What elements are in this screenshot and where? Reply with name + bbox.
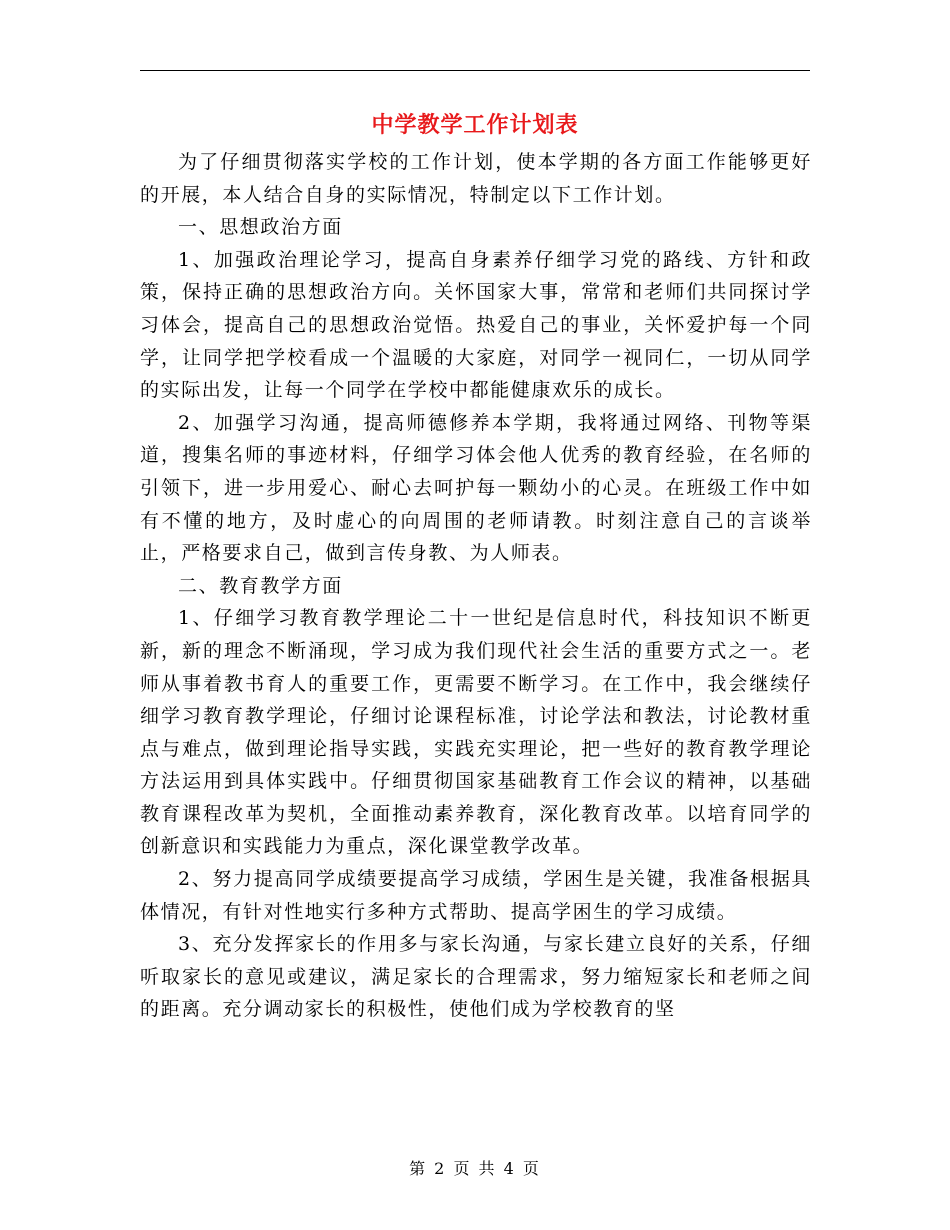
document-title: 中学教学工作计划表 xyxy=(371,112,579,138)
document-body xyxy=(140,146,812,1026)
section-heading-teaching: 二、教育教学方面 xyxy=(178,574,343,597)
body-paragraph: 1、仔细学习教育教学理论二十一世纪是信息时代，科技知识不断更新，新的理念不断涌现，学习成为我们现代社会生活的重要方式之一。老师从事着教书育人的重要工作，更需要不断学习。在工作中，我会继续仔细学习教育教学理论，仔细讨论课程标准，讨论学法和教法，讨论教材重点与难点，做到理论指导实践，实践充实理论，把一些好的教育教学理论方法运用到具体实践中。仔细贯彻国家基础教育工作会议的精神，以基础教育课程改革为契机，全面推动素养教育，深化教育改革。以培育同学的创新意识和实践能力为重点，深化课堂教学改革。 xyxy=(140,607,812,858)
intro-paragraph: 为了仔细贯彻落实学校的工作计划，使本学期的各方面工作能够更好的开展，本人结合自身的实际情况，特制定以下工作计划。 xyxy=(140,151,812,206)
body-paragraph: 2、加强学习沟通，提高师德修养本学期，我将通过网络、刊物等渠道，搜集名师的事迹材料，仔细学习体会他人优秀的教育经验，在名师的引领下，进一步用爱心、耐心去呵护每一颗幼小的心灵。在班级工作中如有不懂的地方，及时虚心的向周围的老师请教。时刻注意自己的言谈举止，严格要求自己，做到言传身教、为人师表。 xyxy=(140,411,812,565)
header-rule xyxy=(140,70,810,71)
page-footer: 第 2 页 共 4 页 xyxy=(409,1159,541,1178)
section-heading-political: 一、思想政治方面 xyxy=(178,216,343,239)
body-paragraph: 2、努力提高同学成绩要提高学习成绩，学困生是关键，我准备根据具体情况，有针对性地实行多种方式帮助、提高学困生的学习成绩。 xyxy=(140,868,812,923)
body-paragraph: 1、加强政治理论学习，提高自身素养仔细学习党的路线、方针和政策，保持正确的思想政治方向。关怀国家大事，常常和老师们共同探讨学习体会，提高自己的思想政治觉悟。热爱自己的事业，关怀爱护每一个同学，让同学把学校看成一个温暖的大家庭，对同学一视同仁，一切从同学的实际出发，让每一个同学在学校中都能健康欢乐的成长。 xyxy=(140,248,812,402)
body-paragraph: 3、充分发挥家长的作用多与家长沟通，与家长建立良好的关系，仔细听取家长的意见或建议，满足家长的合理需求，努力缩短家长和老师之间的距离。充分调动家长的积极性，使他们成为学校教育的坚 xyxy=(140,933,812,1021)
